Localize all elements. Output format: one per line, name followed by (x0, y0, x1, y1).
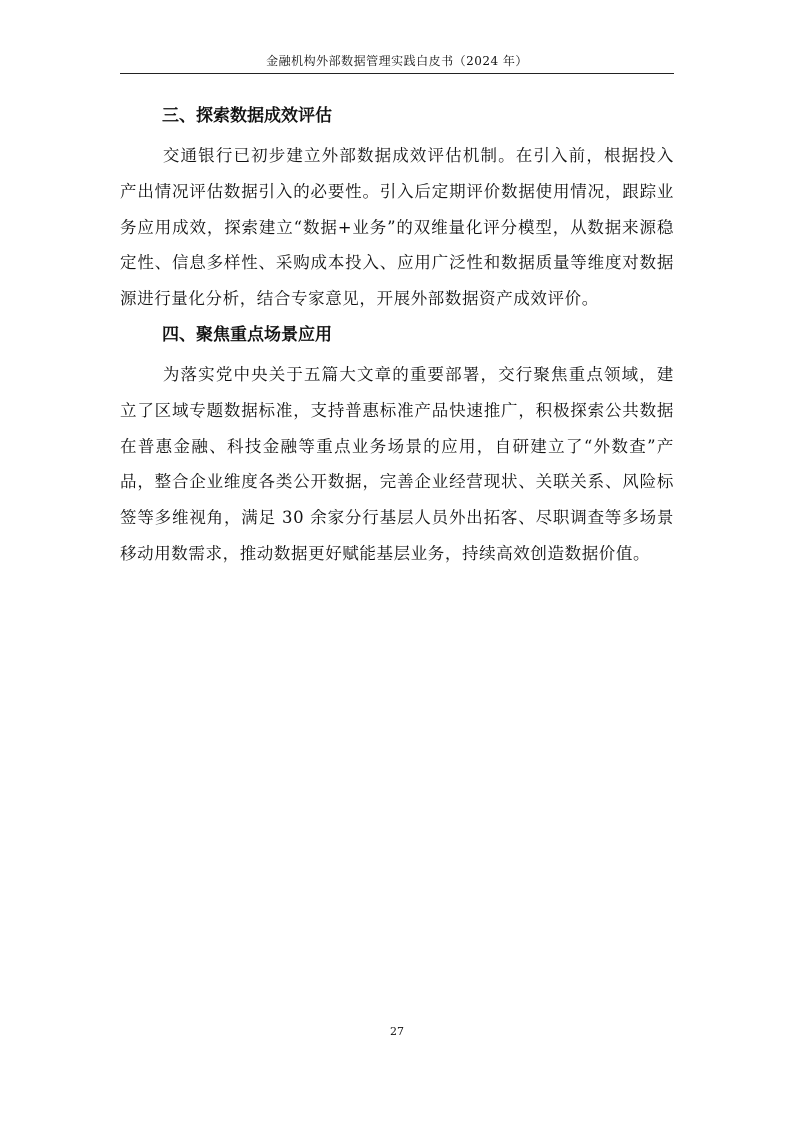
document-body (120, 100, 674, 572)
section-heading-scenario: 四、聚焦重点场景应用 (162, 324, 332, 345)
section-paragraph-evaluation: 交通银行已初步建立外部数据成效评估机制。在引入前，根据投入产出情况评估数据引入的必要性。引入后定期评价数据使用情况，跟踪业务应用成效，探索建立“数据+业务”的双维量化评分模型，从数据来源稳定性、信息多样性、采购成本投入、应用广泛性和数据质量等维度对数据源进行量化分析，结合专家意见，开展外部数据资产成效评价。 (120, 146, 674, 309)
section-paragraph-scenario: 为落实党中央关于五篇大文章的重要部署，交行聚焦重点领域，建立了区域专题数据标准，支持普惠标准产品快速推广，积极探索公共数据在普惠金融、科技金融等重点业务场景的应用，自研建立了“外数查”产品，整合企业维度各类公开数据，完善企业经营现状、关联关系、风险标签等多维视角，满足 30 余家分行基层人员外出拓客、尽职调查等多场景移动用数需求，推动数据更好赋能基层业务，持续高效创造数据价值。 (120, 364, 674, 563)
running-header-title: 金融机构外部数据管理实践白皮书（2024 年） (266, 54, 528, 68)
page-number: 27 (390, 1025, 404, 1038)
header-divider (120, 73, 674, 74)
section-heading-evaluation: 三、探索数据成效评估 (162, 106, 332, 126)
